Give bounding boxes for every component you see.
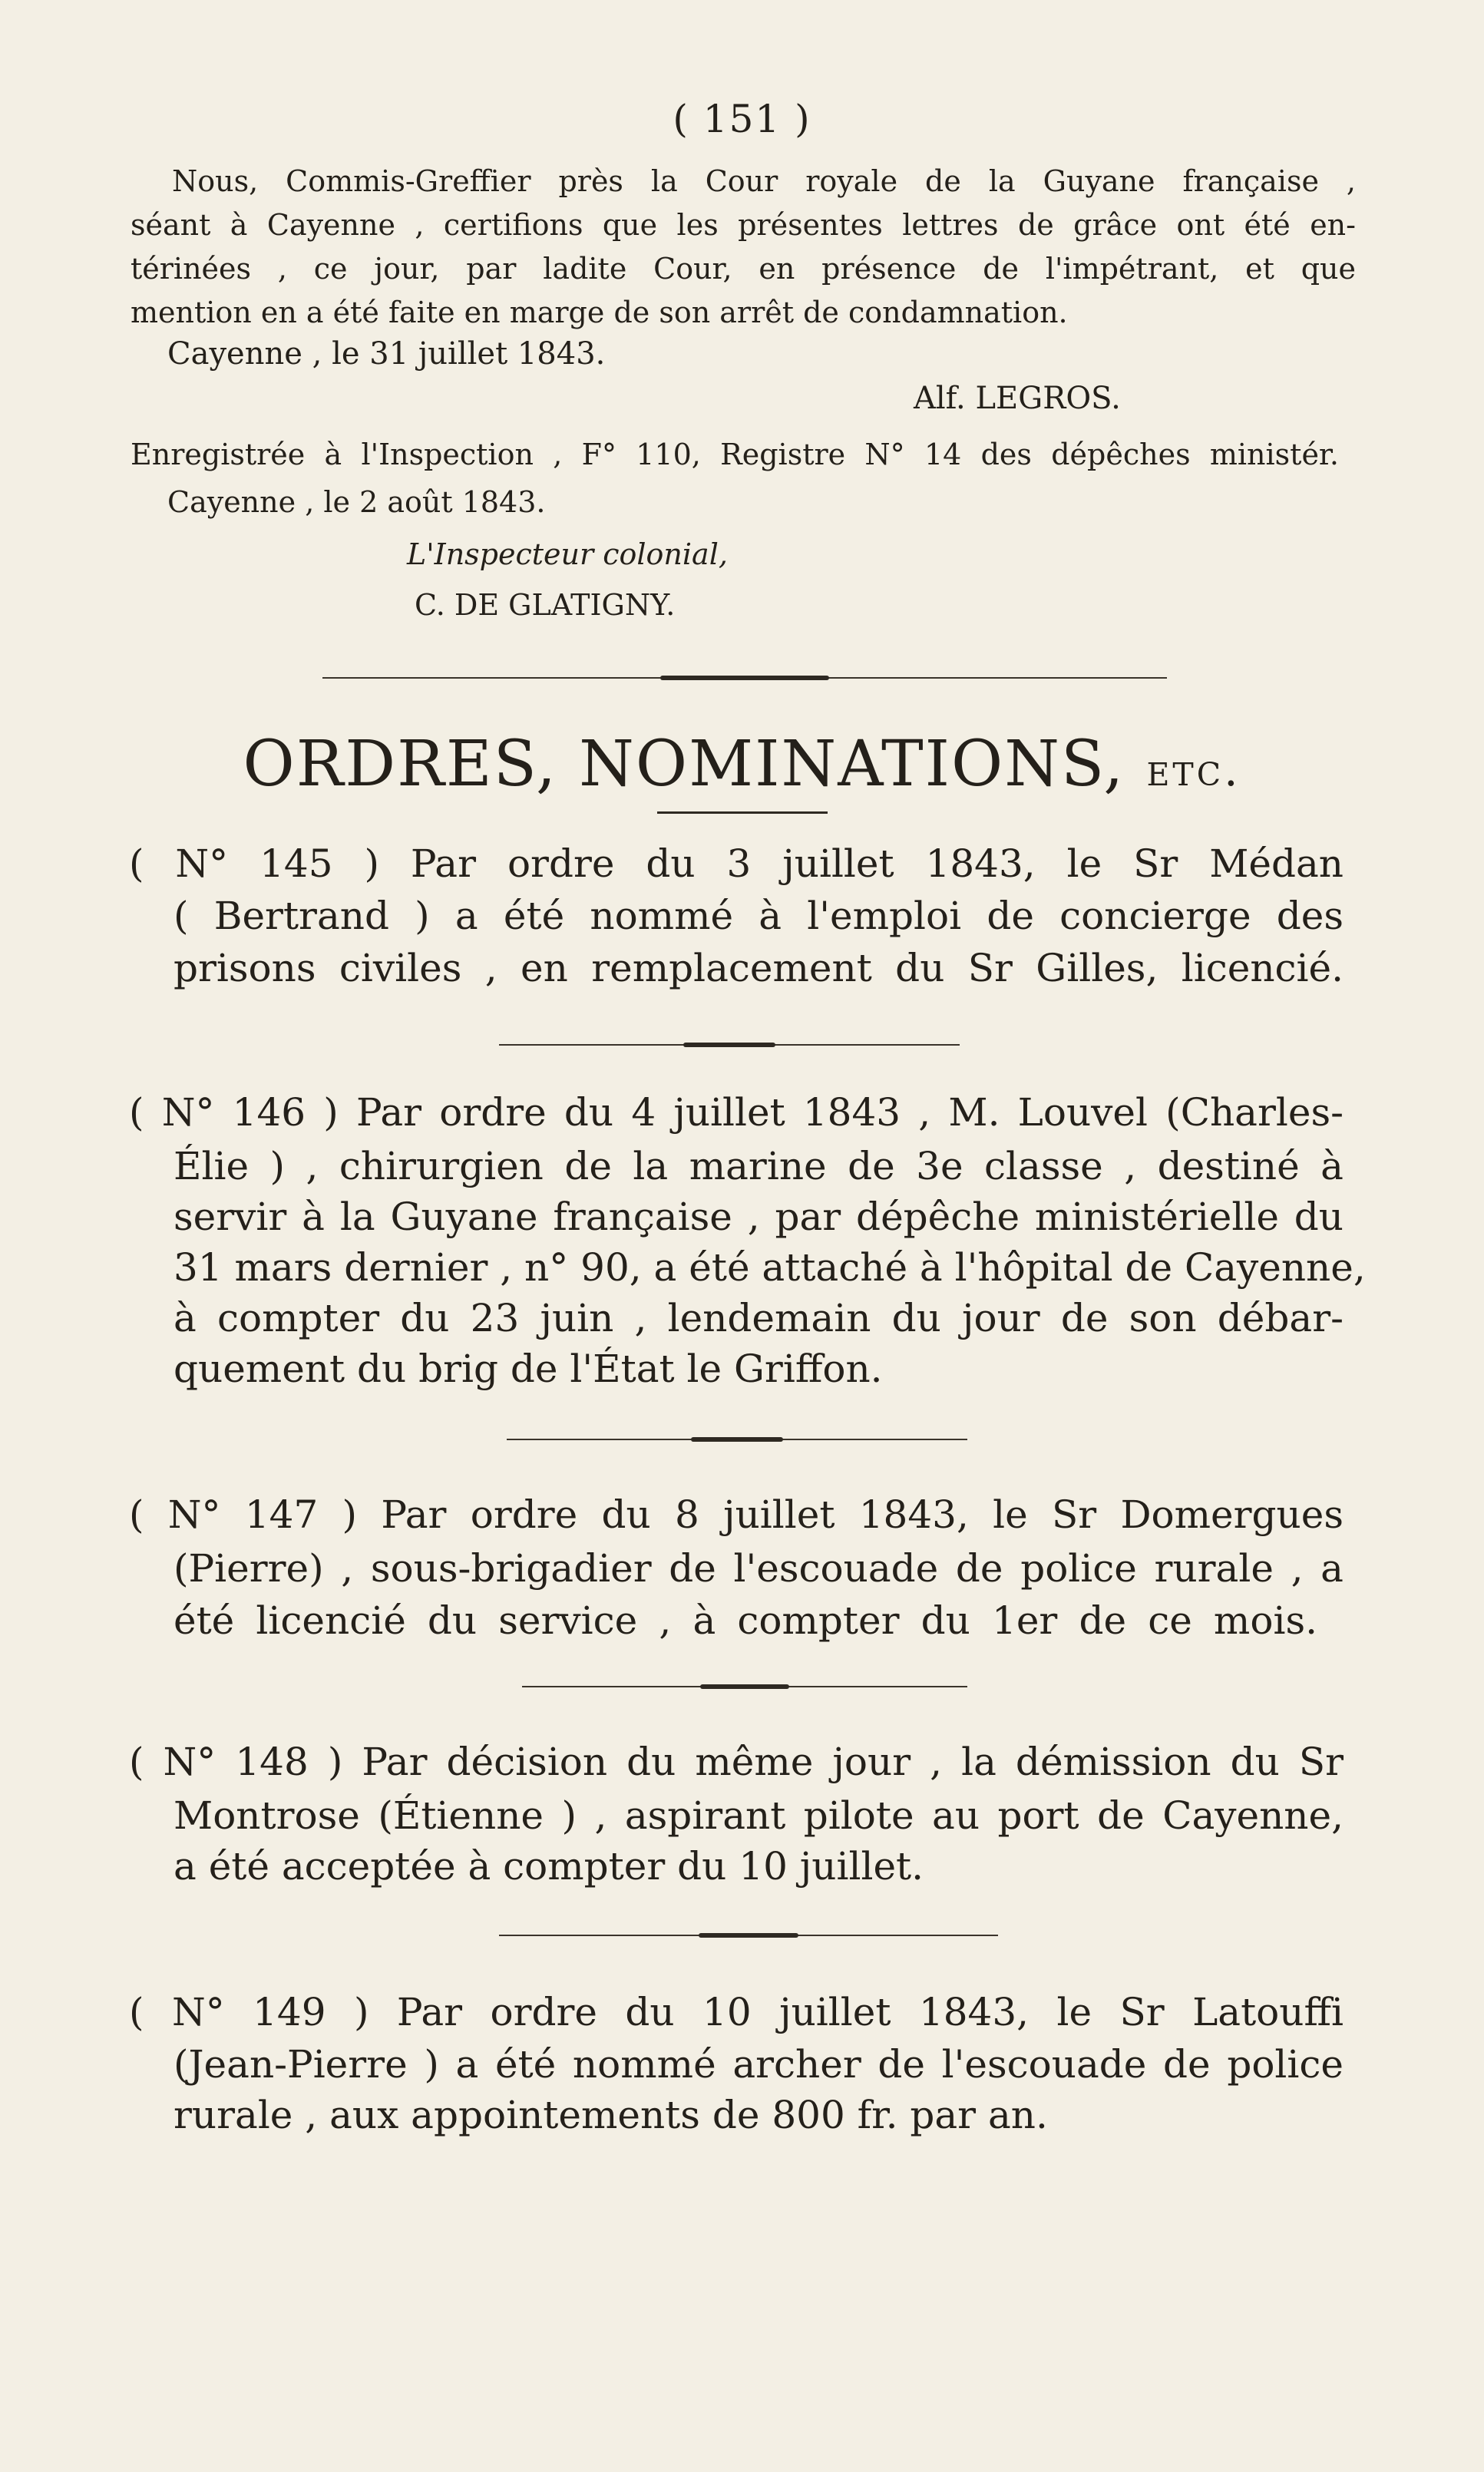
certificate-date: Cayenne , le 31 juillet 1843.	[167, 336, 606, 372]
title-underline	[657, 811, 828, 814]
certificate-line-1: Nous, Commis-Greffier près la Cour royale de la Guyane française ,	[172, 164, 1356, 198]
entry-147-line-1: ( N° 147 ) Par ordre du 8 juillet 1843, le Sr Domergues	[129, 1492, 1344, 1537]
entry-146-line-2: Élie ) , chirurgien de la marine de 3e classe , destiné à	[174, 1144, 1344, 1188]
entry-146-line-1: ( N° 146 ) Par ordre du 4 juillet 1843 , M. Louvel (Charles-	[129, 1090, 1344, 1135]
section-title	[0, 728, 1484, 801]
separator-rule	[522, 1686, 967, 1687]
entry-149-line-1: ( N° 149 ) Par ordre du 10 juillet 1843, le Sr Latouffi	[129, 1990, 1344, 2034]
registration-date: Cayenne , le 2 août 1843.	[167, 485, 546, 519]
entry-148-line-2: Montrose (Étienne ) , aspirant pilote au port de Cayenne,	[174, 1793, 1344, 1838]
entry-148-line-1: ( N° 148 ) Par décision du même jour , la démission du Sr	[129, 1740, 1344, 1784]
section-title-suffix: etc.	[1146, 744, 1241, 796]
certificate-signature: Alf. LEGROS.	[914, 381, 1121, 416]
registration-line: Enregistrée à l'Inspection , F° 110, Registre N° 14 des dépêches ministér.	[131, 438, 1339, 471]
entry-145-line-3: prisons civiles , en remplacement du Sr Gilles, licencié.	[174, 946, 1344, 990]
certificate-line-3: térinées , ce jour, par ladite Cour, en présence de l'impétrant, et que	[131, 252, 1356, 286]
entry-145-line-1: ( N° 145 ) Par ordre du 3 juillet 1843, le Sr Médan	[129, 841, 1344, 886]
certificate-line-2: séant à Cayenne , certifions que les présentes lettres de grâce ont été en-	[131, 208, 1356, 242]
separator-rule	[507, 1439, 967, 1440]
entry-146-line-6: quement du brig de l'État le Griffon.	[174, 1347, 883, 1391]
entry-148-line-3: a été acceptée à compter du 10 juillet.	[174, 1844, 924, 1889]
certificate-line-4: mention en a été faite en marge de son arrêt de condamnation.	[131, 296, 1068, 329]
separator-rule	[322, 677, 1167, 679]
entry-146-line-3: servir à la Guyane française , par dépêche ministérielle du	[174, 1195, 1344, 1239]
entry-145-line-2: ( Bertrand ) a été nommé à l'emploi de concierge des	[174, 894, 1344, 938]
entry-147-line-3: été licencié du service , à compter du 1er de ce mois.	[174, 1598, 1317, 1643]
entry-146-line-4: 31 mars dernier , n° 90, a été attaché à l'hôpital de Cayenne,	[174, 1245, 1366, 1290]
separator-rule	[499, 1935, 998, 1936]
page-number: ( 151 )	[673, 97, 811, 141]
inspector-title: L'Inspecteur colonial,	[407, 537, 728, 571]
section-title-text: ORDRES, NOMINATIONS,	[243, 728, 1125, 801]
entry-147-line-2: (Pierre) , sous-brigadier de l'escouade de police rurale , a	[174, 1546, 1344, 1591]
entry-149-line-2: (Jean-Pierre ) a été nommé archer de l'escouade de police	[174, 2042, 1344, 2087]
inspector-name: C. DE GLATIGNY.	[415, 588, 676, 622]
entry-146-line-5: à compter du 23 juin , lendemain du jour de son débar-	[174, 1296, 1344, 1340]
entry-149-line-3: rurale , aux appointements de 800 fr. par an.	[174, 2093, 1048, 2137]
separator-rule	[499, 1044, 960, 1046]
